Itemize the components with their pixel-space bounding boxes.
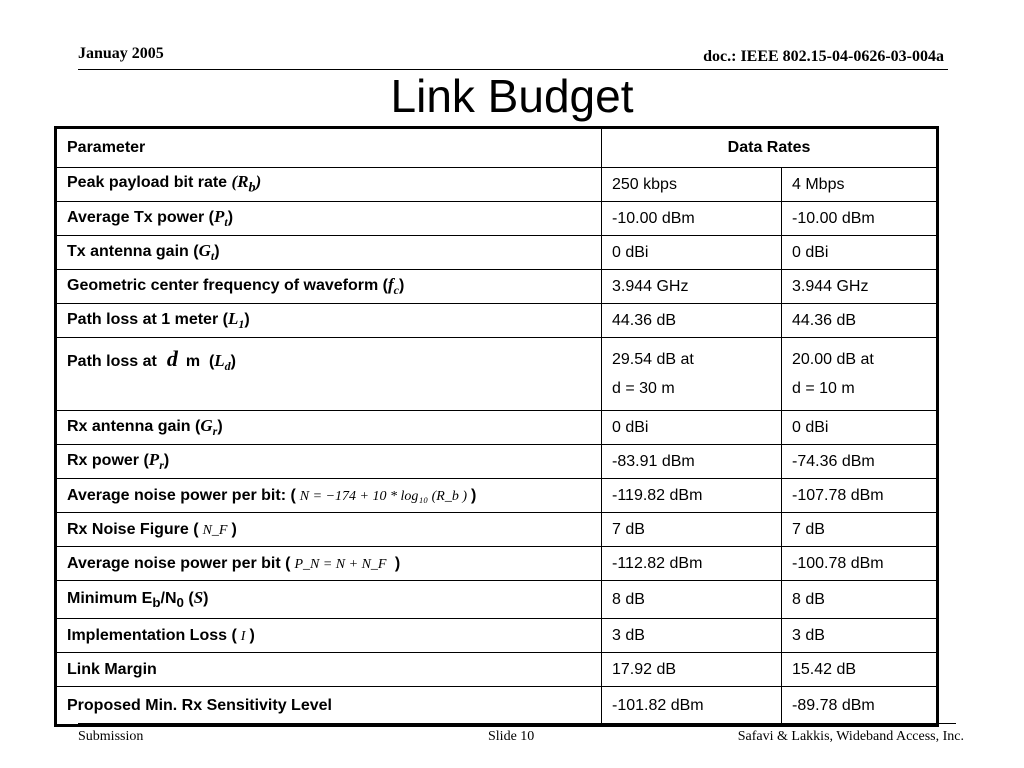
header-doc-id: doc.: IEEE 802.15-04-0626-03-004a: [703, 48, 944, 65]
table-row: Tx antenna gain $(G_t)$ 0 dBi 0 dBi: [56, 236, 938, 270]
table-row: Rx Noise Figure ( N_F ) 7 dB 7 dB: [56, 513, 938, 547]
table-row: Rx antenna gain $(G_r)$ 0 dBi 0 dBi: [56, 411, 938, 445]
footer-slide-number: Slide 10: [488, 729, 535, 744]
footer-authors: Safavi & Lakkis, Wideband Access, Inc.: [737, 729, 964, 744]
footer-submission: Submission: [78, 729, 144, 744]
footer-divider: [78, 723, 956, 724]
table-row: Average noise power per bit: ( N = −174 + 10 * log₁₀ (R_b ) ) -119.82 dBm -107.78 dBm: [56, 479, 938, 513]
header-data-rates: Data Rates: [602, 128, 938, 168]
table-row: Link Margin 17.92 dB 15.42 dB: [56, 653, 938, 687]
link-budget-table: [54, 126, 939, 727]
table-row: Path loss at 1 meter $(L_1)$ 44.36 dB 44.36 dB: [56, 304, 938, 338]
table-row: Average noise power per bit ( P_N = N + N_F ) -112.82 dBm -100.78 dBm: [56, 547, 938, 581]
noise-formula: N = −174 + 10 * log₁₀ (R_b ): [299, 488, 467, 504]
table-row: Average Tx power $(P_t)$ -10.00 dBm -10.00 dBm: [56, 202, 938, 236]
table-row: Implementation Loss ( I ) 3 dB 3 dB: [56, 619, 938, 653]
table-row: Geometric center frequency of waveform $(f_c)$ 3.944 GHz 3.944 GHz: [56, 270, 938, 304]
noise-figure-formula: N_F: [202, 522, 228, 538]
header-date: Januay 2005: [78, 45, 164, 62]
slide-title: Link Budget: [390, 70, 634, 122]
table-row: Proposed Min. Rx Sensitivity Level -101.82 dBm -89.78 dBm: [56, 687, 938, 726]
table-row: Peak payload bit rate $(R_b)$ 250 kbps 4 Mbps: [56, 168, 938, 202]
table-row: Path loss at d m $(L_d)$ 29.54 dB at d = 30 m 20.00 dB at d = 10 m: [56, 338, 938, 411]
table-row: Minimum $E_b/N_0$ (S) 8 dB 8 dB: [56, 581, 938, 619]
pn-formula: P_N = N + N_F: [294, 556, 387, 572]
header-parameter: Parameter: [56, 128, 602, 168]
table-row: Rx power $(P_r)$ -83.91 dBm -74.36 dBm: [56, 445, 938, 479]
